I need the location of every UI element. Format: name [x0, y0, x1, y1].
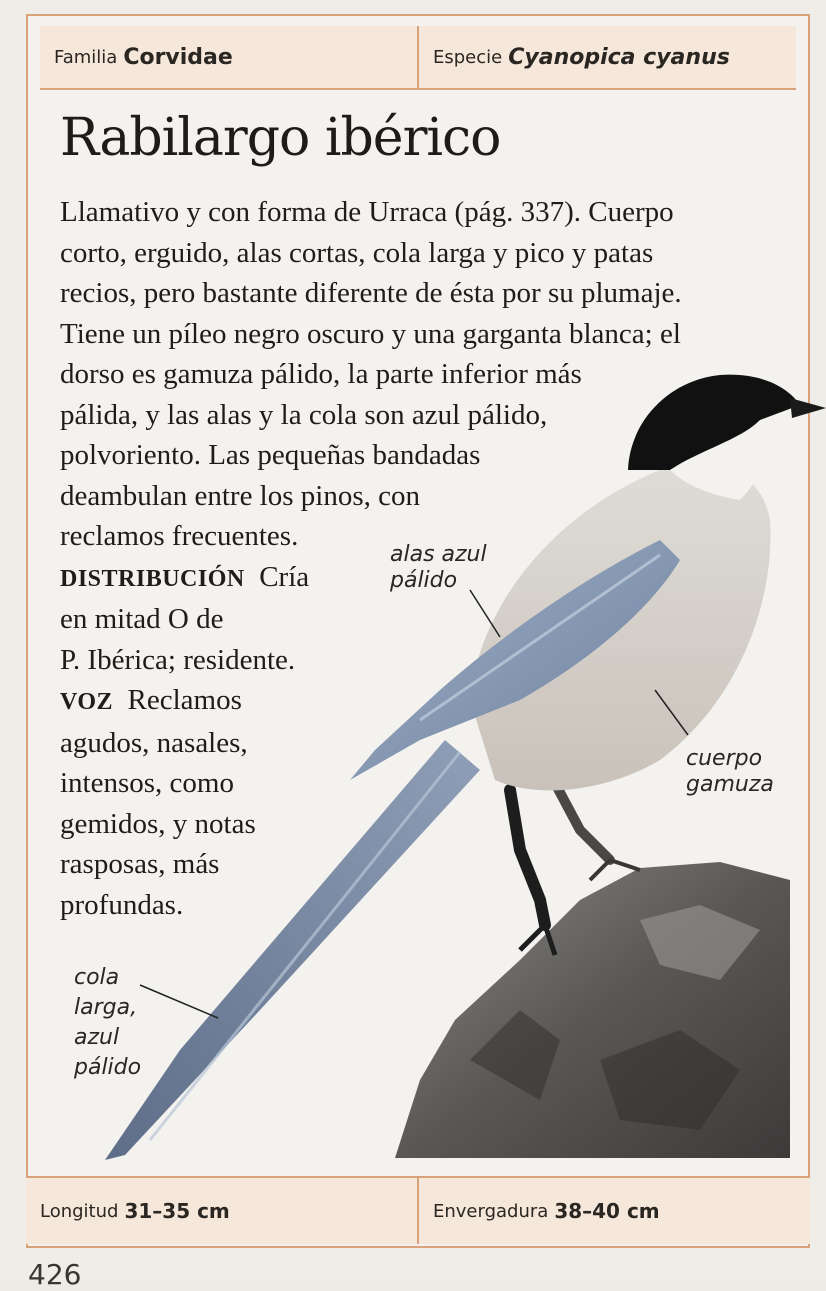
- distribucion-line-3: P. Ibérica; residente.: [60, 643, 296, 676]
- especie-label: Especie: [433, 46, 503, 68]
- beak: [790, 398, 826, 418]
- especie-value: Cyanopica cyanus: [508, 44, 730, 70]
- callout-cola-line-4: pálido: [74, 1055, 142, 1080]
- familia-label: Familia: [54, 46, 118, 68]
- description-line-5: dorso es gamuza pálido, la parte inferior más: [60, 358, 582, 390]
- envergadura-value: 38–40 cm: [554, 1199, 660, 1223]
- longitud-cell: [26, 1178, 417, 1244]
- description-line-3: recios, pero bastante diferente de ésta por su plumaje.: [60, 277, 682, 309]
- voz-line-2: agudos, nasales,: [60, 726, 248, 759]
- description-line-1: Llamativo y con forma de Urraca (pág. 337). Cuerpo: [60, 196, 674, 228]
- page-number: 426: [28, 1258, 82, 1291]
- callout-cola: [74, 963, 141, 1083]
- longitud-value: 31–35 cm: [124, 1199, 230, 1223]
- distribucion-line-2: en mitad O de: [60, 603, 224, 635]
- species-title: Rabilargo ibérico: [60, 108, 501, 168]
- description-line-7: polvoriento. Las pequeñas bandadas: [60, 439, 481, 471]
- familia-value: Corvidae: [123, 44, 233, 70]
- description-line-2: corto, erguido, alas cortas, cola larga y pico y patas: [60, 236, 654, 269]
- description-line-8: deambulan entre los pinos, con: [60, 479, 420, 512]
- description-line-9: reclamos frecuentes.: [60, 520, 299, 552]
- description-line-4: Tiene un píleo negro oscuro y una garganta blanca; el: [60, 317, 681, 350]
- voz-line-5: rasposas, más: [60, 848, 220, 880]
- callout-alas: [390, 542, 487, 594]
- envergadura-label: Envergadura: [433, 1200, 549, 1222]
- callout-alas-line-1: alas azul: [390, 542, 487, 567]
- voz-line-1: [60, 680, 760, 723]
- callout-alas-line-2: pálido: [390, 568, 458, 593]
- distribucion-text-1: Cría: [259, 560, 310, 593]
- callout-line-cola: [140, 985, 218, 1018]
- callout-cola-line-3: azul: [74, 1025, 120, 1050]
- callout-cola-line-2: larga,: [74, 995, 138, 1020]
- longitud-label: Longitud: [40, 1200, 119, 1222]
- envergadura-cell: [417, 1178, 810, 1244]
- callout-cuerpo: [686, 746, 774, 798]
- callout-cola-line-1: cola: [74, 965, 120, 990]
- callout-cuerpo-line-2: gamuza: [686, 772, 774, 797]
- measurements-footer: [26, 1176, 810, 1244]
- voz-text-1: Reclamos: [127, 684, 242, 716]
- distribucion-label: DISTRIBUCIÓN: [60, 565, 245, 592]
- voz-line-3: intensos, como: [60, 767, 234, 799]
- voz-label: VOZ: [60, 689, 114, 715]
- voz-line-4: gemidos, y notas: [60, 807, 256, 840]
- description-line-6: pálida, y las alas y la cola son azul pálido,: [60, 398, 548, 431]
- voz-line-6: profundas.: [60, 888, 184, 921]
- callout-cuerpo-line-1: cuerpo: [686, 746, 763, 771]
